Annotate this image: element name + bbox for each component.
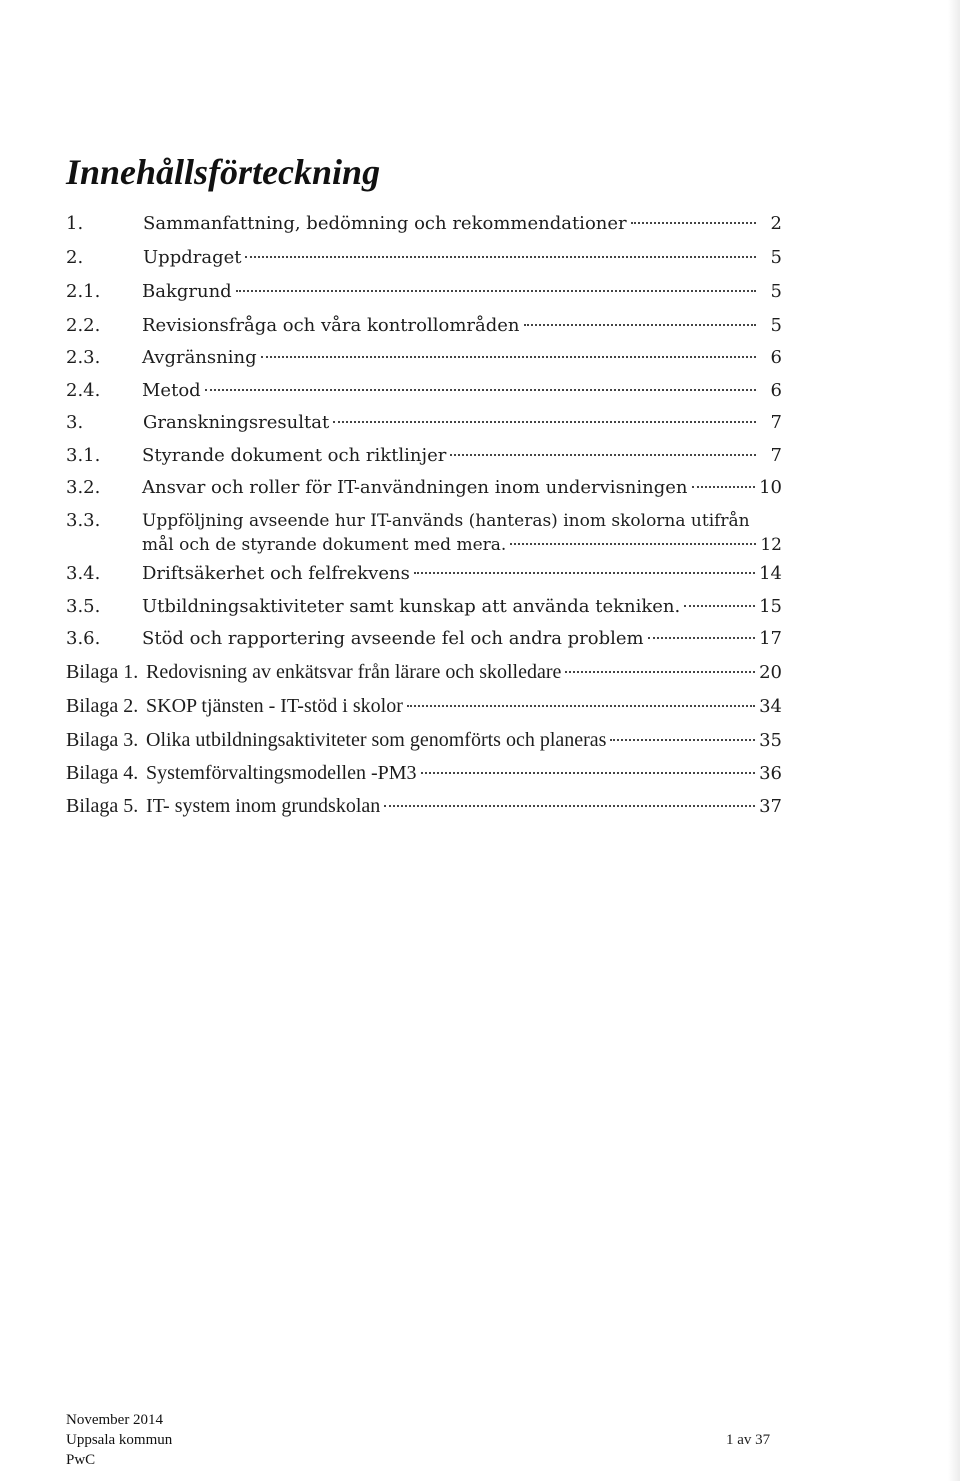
toc-entry-page: 17 [759,628,782,649]
toc-entry-page: 5 [770,247,782,268]
toc-entry-number: 2.1. [66,281,101,302]
toc-entry-number: 2.3. [66,347,101,368]
page-title: Innehållsförteckning [66,152,381,192]
toc-entry-label: Stöd och rapportering avseende fel och andra problem [142,628,644,649]
toc-entry-number: Bilaga 4. [66,762,139,784]
toc-entry-page: 34 [759,696,782,717]
toc-entry-label: Granskningsresultat [143,412,330,433]
toc-entry-page: 5 [770,315,782,336]
toc-entry-label-continued: mål och de styrande dokument med mera. [142,535,507,555]
toc-entry-label: Avgränsning [142,347,257,368]
toc-entry-page: 5 [770,281,782,302]
toc-entry-number: 3.2. [66,477,101,498]
toc-entry-label: Uppföljning avseende hur IT-används (hanteras) inom skolorna utifrån [142,511,750,531]
toc-entry-page: 35 [759,730,782,751]
dot-leader [684,605,755,607]
toc-entry-page: 6 [770,380,782,401]
footer-date: November 2014 [66,1412,164,1428]
toc-entry-label: SKOP tjänsten - IT-stöd i skolor [146,695,403,717]
toc-entry-page: 20 [759,662,782,683]
toc-entry-label: Revisionsfråga och våra kontrollområden [142,315,520,336]
toc-entry-label: Uppdraget [143,247,242,268]
toc-entry-label: Styrande dokument och riktlinjer [142,445,447,466]
dot-leader [205,389,756,391]
toc-entry-label: Sammanfattning, bedömning och rekommendationer [143,213,627,234]
dot-leader [565,671,755,673]
toc-entry-label: Utbildningsaktiviteter samt kunskap att använda tekniken. [142,596,681,617]
toc-entry-label: Driftsäkerhet och felfrekvens [142,563,410,584]
dot-leader [236,290,756,292]
toc-entry-number: 1. [66,213,84,234]
dot-leader [245,256,756,258]
dot-leader [450,454,756,456]
toc-entry-number: 3.1. [66,445,101,466]
dot-leader [648,637,755,639]
dot-leader [421,772,756,774]
toc-entry-label: Redovisning av enkätsvar från lärare och skolledare [146,661,562,683]
toc-entry-number: 2.2. [66,315,101,336]
toc-entry-page: 37 [759,796,782,817]
toc-entry-number: 2.4. [66,380,101,401]
dot-leader [407,705,755,707]
dot-leader [610,739,755,741]
page-footer [66,1410,172,1470]
toc-entry-page: 15 [759,596,782,617]
dot-leader [692,486,756,488]
toc-entry-number: 3.4. [66,563,101,584]
toc-entry-page: 6 [770,347,782,368]
toc-entry-page: 14 [759,563,782,584]
toc-entry-label: Systemförvaltingsmodellen -PM3 [146,762,417,784]
toc-entry-number: 3.3. [66,510,101,531]
dot-leader [631,222,756,224]
toc-entry-number: Bilaga 2. [66,695,139,717]
dot-leader [510,543,756,545]
toc-entry-label: Olika utbildningsaktiviteter som genomförts och planeras [146,729,607,751]
page-number: 1 av 37 [726,1432,771,1448]
toc-entry-number: 3. [66,412,84,433]
toc-entry-number: Bilaga 1. [66,661,139,683]
footer-organization: Uppsala kommun [66,1432,173,1448]
toc-entry-page: 2 [770,213,782,234]
toc-entry-number: 3.5. [66,596,101,617]
dot-leader [333,421,756,423]
toc-entry-label: Bakgrund [142,281,232,302]
footer-firm: PwC [66,1452,96,1468]
dot-leader [524,324,757,326]
toc-entry-number: 3.6. [66,628,101,649]
dot-leader [261,356,756,358]
toc-entry-number: Bilaga 3. [66,729,139,751]
toc-entry-number: 2. [66,247,84,268]
dot-leader [384,805,755,807]
toc-entry-page: 7 [770,412,782,433]
page-edge-shadow [948,0,960,1481]
toc-entry-page: 12 [760,535,782,555]
toc-entry-label: IT- system inom grundskolan [146,795,381,817]
toc-entry-label: Ansvar och roller för IT-användningen inom undervisningen [142,477,688,498]
toc-entry-page: 36 [759,763,782,784]
toc-entry-page: 7 [770,445,782,466]
toc-entry-label: Metod [142,380,201,401]
dot-leader [414,572,755,574]
toc-entry-page: 10 [759,477,782,498]
toc-entry-number: Bilaga 5. [66,795,139,817]
